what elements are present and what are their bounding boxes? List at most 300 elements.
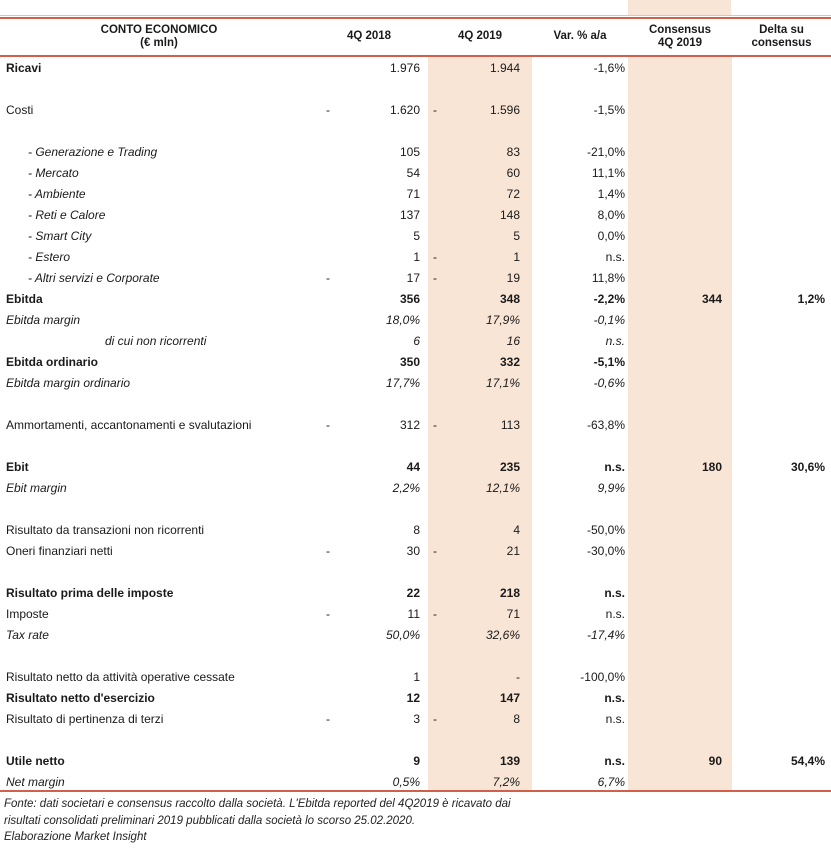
column-gutter [420, 477, 428, 498]
cell-var-pct: n.s. [604, 753, 625, 768]
cell-var-pct: 0,0% [597, 228, 625, 243]
cell-delta [732, 414, 831, 435]
source-note [4, 796, 824, 846]
cell-var-pct: -100,0% [580, 669, 625, 684]
cell-4q2018 [318, 162, 420, 183]
cell-consensus [628, 372, 732, 393]
cell-delta: 30,6% [790, 459, 825, 474]
cell-var-pct: n.s. [605, 249, 625, 264]
column-gutter [420, 603, 428, 624]
cell-value: 44 [406, 459, 420, 474]
column-gutter [420, 267, 428, 288]
column-gutter [420, 183, 428, 204]
cell-delta [732, 330, 831, 351]
row-label: - Mercato [28, 165, 79, 180]
cell-value: 312 [399, 417, 420, 432]
cell-value: 54 [406, 165, 420, 180]
cell-delta [732, 309, 831, 330]
cell-consensus [628, 246, 732, 267]
cell-value: 332 [499, 354, 520, 369]
cell-value: 6 [413, 333, 420, 348]
table-row [0, 57, 831, 78]
cell-var-pct: -50,0% [586, 522, 625, 537]
column-gutter [420, 414, 428, 435]
negative-sign: - [326, 711, 330, 726]
cell-value: 218 [499, 585, 520, 600]
cell-value: 1 [413, 249, 420, 264]
cell-delta [732, 603, 831, 624]
cell-delta [732, 687, 831, 708]
cell-4q2018 [318, 372, 420, 393]
cell-value: 5 [413, 228, 420, 243]
row-label: Risultato di pertinenza di terzi [6, 711, 164, 726]
cell-4q2019 [428, 309, 532, 330]
cell-delta [732, 519, 831, 540]
cell-value: 60 [506, 165, 520, 180]
table-row [0, 162, 831, 183]
cell-consensus [628, 57, 732, 78]
table-row [0, 708, 831, 729]
cell-consensus: 344 [701, 291, 722, 306]
cell-delta [732, 267, 831, 288]
cell-delta [732, 141, 831, 162]
cell-delta [732, 225, 831, 246]
spacer-row [0, 435, 831, 456]
cell-4q2019 [428, 582, 532, 603]
cell-var-pct: n.s. [604, 585, 625, 600]
cell-value: 8 [413, 522, 420, 537]
row-label: Ebitda margin ordinario [6, 375, 131, 390]
row-label: Oneri finanziari netti [6, 543, 113, 558]
row-label: Ricavi [6, 60, 42, 75]
cell-4q2018 [318, 687, 420, 708]
table-row [0, 414, 831, 435]
cell-4q2019 [428, 456, 532, 477]
row-label: Imposte [6, 606, 49, 621]
cell-consensus [628, 141, 732, 162]
cell-4q2018 [318, 666, 420, 687]
cell-value: 50,0% [385, 627, 420, 642]
source-line-2: risultati consolidati preliminari 2019 pubblicati dalla società lo scorso 25.02.2020. [4, 814, 416, 827]
header-4q2019: 4Q 2019 [457, 30, 503, 43]
cell-var-pct: 11,8% [591, 270, 625, 285]
table-row [0, 225, 831, 246]
cell-4q2019 [428, 246, 532, 267]
cell-delta: 1,2% [797, 291, 825, 306]
cell-4q2018 [318, 141, 420, 162]
column-gutter [420, 351, 428, 372]
table-row [0, 330, 831, 351]
column-gutter [420, 456, 428, 477]
cell-4q2019 [428, 372, 532, 393]
cell-4q2019 [428, 204, 532, 225]
cell-4q2018 [318, 246, 420, 267]
cell-4q2018 [318, 99, 420, 120]
column-gutter [420, 372, 428, 393]
cell-delta [732, 204, 831, 225]
table-row [0, 603, 831, 624]
cell-value: 350 [399, 354, 420, 369]
row-label: Net margin [6, 774, 65, 789]
row-label: Risultato netto da attività operative cessate [6, 669, 235, 684]
table-row [0, 288, 831, 309]
negative-sign: - [433, 543, 437, 558]
negative-sign: - [433, 606, 437, 621]
table-row [0, 540, 831, 561]
cell-value: 1 [513, 249, 520, 264]
cell-4q2018 [318, 750, 420, 771]
cell-4q2019 [428, 624, 532, 645]
cell-4q2019 [428, 750, 532, 771]
row-label: - Altri servizi e Corporate [28, 270, 160, 285]
cell-var-pct: 6,7% [597, 774, 625, 789]
cell-delta [732, 99, 831, 120]
row-label: Costi [6, 102, 34, 117]
cell-var-pct: -2,2% [593, 291, 625, 306]
table-row [0, 582, 831, 603]
table-row [0, 624, 831, 645]
cell-4q2019 [428, 666, 532, 687]
column-gutter [420, 666, 428, 687]
cell-4q2018 [318, 477, 420, 498]
cell-var-pct: -1,6% [593, 60, 625, 75]
row-label: - Generazione e Trading [28, 144, 158, 159]
table-row [0, 750, 831, 771]
column-gutter [420, 519, 428, 540]
cell-delta [732, 246, 831, 267]
cell-consensus [628, 162, 732, 183]
table-row [0, 477, 831, 498]
column-gutter [420, 687, 428, 708]
row-label: di cui non ricorrenti [105, 333, 207, 348]
cell-consensus [628, 603, 732, 624]
cell-var-pct: 9,9% [597, 480, 625, 495]
cell-consensus [628, 624, 732, 645]
cell-4q2019 [428, 183, 532, 204]
negative-sign: - [326, 606, 330, 621]
cell-4q2019 [428, 603, 532, 624]
row-label: Tax rate [6, 627, 49, 642]
table-row [0, 687, 831, 708]
cell-var-pct: -0,1% [593, 312, 625, 327]
cell-4q2019 [428, 267, 532, 288]
cell-4q2019 [428, 351, 532, 372]
spacer-row [0, 645, 831, 666]
cell-value: 19 [506, 270, 520, 285]
cell-4q2018 [318, 351, 420, 372]
table-row [0, 246, 831, 267]
cell-value: 12 [406, 690, 420, 705]
cell-4q2019 [428, 477, 532, 498]
column-gutter [420, 162, 428, 183]
column-gutter [420, 288, 428, 309]
table-row [0, 372, 831, 393]
table-row [0, 771, 831, 792]
cell-4q2019 [428, 540, 532, 561]
table-row [0, 456, 831, 477]
cell-delta [732, 57, 831, 78]
cell-value: 83 [506, 144, 520, 159]
cell-var-pct: 11,1% [591, 165, 625, 180]
table-row [0, 351, 831, 372]
cell-consensus: 90 [708, 753, 722, 768]
cell-value: 32,6% [485, 627, 520, 642]
header-conto-economico [0, 19, 318, 55]
cell-4q2019 [428, 708, 532, 729]
header-delta: Delta su consensus [751, 23, 812, 49]
negative-sign: - [326, 102, 330, 117]
table-row [0, 99, 831, 120]
cell-value: 356 [399, 291, 420, 306]
cell-delta [732, 708, 831, 729]
cell-consensus [628, 540, 732, 561]
cell-value: 17 [406, 270, 420, 285]
row-label: Risultato prima delle imposte [6, 585, 174, 600]
cell-value: 235 [499, 459, 520, 474]
cell-value: 4 [513, 522, 520, 537]
cell-4q2018 [318, 204, 420, 225]
column-gutter [420, 582, 428, 603]
cell-4q2018 [318, 603, 420, 624]
cell-var-pct: n.s. [604, 459, 625, 474]
cell-delta [732, 183, 831, 204]
column-gutter [420, 141, 428, 162]
column-gutter [420, 771, 428, 792]
table-row [0, 519, 831, 540]
header-gutter [420, 19, 428, 55]
column-gutter [420, 225, 428, 246]
column-gutter [420, 246, 428, 267]
cell-value: 2,2% [392, 480, 420, 495]
cell-delta [732, 624, 831, 645]
cell-4q2018 [318, 582, 420, 603]
cell-value: 17,7% [385, 375, 420, 390]
cell-value: 21 [506, 543, 520, 558]
row-label: Risultato netto d'esercizio [6, 690, 155, 705]
spacer-row [0, 78, 831, 99]
cell-value: - [516, 669, 520, 684]
table-row [0, 666, 831, 687]
top-rule-light [0, 15, 831, 16]
cell-consensus [628, 519, 732, 540]
cell-4q2018 [318, 771, 420, 792]
header-4q2018: 4Q 2018 [346, 30, 392, 43]
cell-var-pct: -1,5% [593, 102, 625, 117]
highlight-band-consensus-top [628, 0, 731, 15]
cell-consensus [628, 267, 732, 288]
negative-sign: - [433, 102, 437, 117]
cell-4q2018 [318, 288, 420, 309]
header-var-pct: Var. % a/a [553, 30, 607, 43]
column-gutter [420, 708, 428, 729]
cell-consensus [628, 204, 732, 225]
cell-4q2019 [428, 414, 532, 435]
cell-4q2019 [428, 57, 532, 78]
cell-value: 147 [499, 690, 520, 705]
table-row [0, 141, 831, 162]
cell-var-pct: 1,4% [597, 186, 625, 201]
cell-var-pct: -21,0% [586, 144, 625, 159]
header-consensus: Consensus 4Q 2019 [649, 23, 711, 49]
cell-4q2018 [318, 57, 420, 78]
cell-4q2019 [428, 687, 532, 708]
cell-consensus [628, 99, 732, 120]
cell-value: 11 [407, 606, 420, 621]
cell-value: 137 [399, 207, 420, 222]
column-gutter [420, 624, 428, 645]
cell-value: 139 [499, 753, 520, 768]
cell-value: 17,9% [485, 312, 520, 327]
cell-value: 9 [413, 753, 420, 768]
source-line-3: Elaborazione Market Insight [4, 831, 147, 843]
cell-4q2018 [318, 456, 420, 477]
cell-var-pct: n.s. [605, 711, 625, 726]
cell-delta [732, 477, 831, 498]
row-label: - Reti e Calore [28, 207, 106, 222]
source-line-1: Fonte: dati societari e consensus raccolto dalla società. L'Ebitda reported del 4Q2019 è ricavato dai [4, 798, 511, 810]
row-label: Ebit [6, 459, 29, 474]
row-label: - Ambiente [28, 186, 86, 201]
cell-value: 22 [406, 585, 420, 600]
cell-value: 17,1% [485, 375, 520, 390]
negative-sign: - [433, 417, 437, 432]
cell-delta [732, 372, 831, 393]
cell-value: 71 [406, 186, 420, 201]
cell-value: 148 [499, 207, 520, 222]
table-row [0, 309, 831, 330]
cell-consensus [628, 687, 732, 708]
cell-4q2018 [318, 708, 420, 729]
negative-sign: - [433, 711, 437, 726]
column-gutter [420, 57, 428, 78]
negative-sign: - [433, 270, 437, 285]
cell-consensus [628, 477, 732, 498]
cell-var-pct: -30,0% [586, 543, 625, 558]
cell-4q2019 [428, 330, 532, 351]
spacer-row [0, 393, 831, 414]
cell-4q2018 [318, 309, 420, 330]
cell-var-pct: -17,4% [586, 627, 625, 642]
cell-delta [732, 582, 831, 603]
negative-sign: - [326, 417, 330, 432]
cell-consensus [628, 309, 732, 330]
cell-consensus [628, 582, 732, 603]
cell-value: 8 [513, 711, 520, 726]
cell-var-pct: n.s. [604, 690, 625, 705]
cell-value: 71 [506, 606, 520, 621]
table-rows [0, 57, 831, 792]
column-gutter [420, 540, 428, 561]
cell-4q2019 [428, 771, 532, 792]
cell-value: 16 [506, 333, 520, 348]
cell-var-pct: -5,1% [593, 354, 625, 369]
cell-value: 1 [413, 669, 420, 684]
cell-consensus [628, 414, 732, 435]
cell-4q2018 [318, 225, 420, 246]
cell-4q2018 [318, 330, 420, 351]
spacer-row [0, 561, 831, 582]
cell-value: 72 [506, 186, 520, 201]
cell-delta [732, 162, 831, 183]
spacer-row [0, 120, 831, 141]
cell-value: 1.620 [389, 102, 420, 117]
row-label: Ebit margin [6, 480, 67, 495]
cell-var-pct: n.s. [605, 606, 625, 621]
cell-4q2019 [428, 225, 532, 246]
cell-consensus [628, 708, 732, 729]
cell-delta [732, 540, 831, 561]
negative-sign: - [433, 249, 437, 264]
cell-4q2019 [428, 162, 532, 183]
table-row [0, 267, 831, 288]
row-label: - Estero [28, 249, 71, 264]
table-title: CONTO ECONOMICO [100, 23, 218, 36]
negative-sign: - [326, 270, 330, 285]
row-label: Ebitda margin [6, 312, 81, 327]
row-label: Utile netto [6, 753, 65, 768]
cell-consensus [628, 771, 732, 792]
cell-4q2019 [428, 519, 532, 540]
cell-value: 12,1% [485, 480, 520, 495]
row-label: Ebitda ordinario [6, 354, 99, 369]
table-units: (€ mln) [140, 37, 178, 49]
cell-value: 1.944 [489, 60, 520, 75]
cell-consensus: 180 [701, 459, 722, 474]
cell-var-pct: 8,0% [597, 207, 625, 222]
table-row [0, 204, 831, 225]
cell-4q2018 [318, 183, 420, 204]
spacer-row [0, 729, 831, 750]
cell-4q2018 [318, 624, 420, 645]
column-gutter [420, 309, 428, 330]
cell-value: 1.596 [489, 102, 520, 117]
cell-delta [732, 351, 831, 372]
cell-4q2018 [318, 519, 420, 540]
row-label: Ebitda [6, 291, 43, 306]
cell-value: 1.976 [389, 60, 420, 75]
cell-delta [732, 666, 831, 687]
cell-4q2019 [428, 99, 532, 120]
cell-value: 30 [406, 543, 420, 558]
cell-consensus [628, 225, 732, 246]
cell-4q2018 [318, 540, 420, 561]
cell-var-pct: -0,6% [593, 375, 625, 390]
cell-consensus [628, 183, 732, 204]
table-row [0, 183, 831, 204]
cell-var-pct: -63,8% [586, 417, 625, 432]
table-header [0, 19, 831, 55]
row-label: - Smart City [28, 228, 92, 243]
cell-consensus [628, 330, 732, 351]
cell-value: 18,0% [385, 312, 420, 327]
cell-value: 348 [499, 291, 520, 306]
cell-4q2018 [318, 414, 420, 435]
cell-value: 5 [513, 228, 520, 243]
column-gutter [420, 750, 428, 771]
cell-4q2019 [428, 141, 532, 162]
cell-value: 113 [500, 417, 520, 432]
cell-value: 3 [413, 711, 420, 726]
column-gutter [420, 330, 428, 351]
cell-delta [732, 771, 831, 792]
row-label: Ammortamenti, accantonamenti e svalutazioni [6, 417, 252, 432]
cell-value: 105 [399, 144, 420, 159]
spacer-row [0, 498, 831, 519]
cell-delta: 54,4% [790, 753, 825, 768]
negative-sign: - [326, 543, 330, 558]
cell-consensus [628, 351, 732, 372]
row-label: Risultato da transazioni non ricorrenti [6, 522, 205, 537]
